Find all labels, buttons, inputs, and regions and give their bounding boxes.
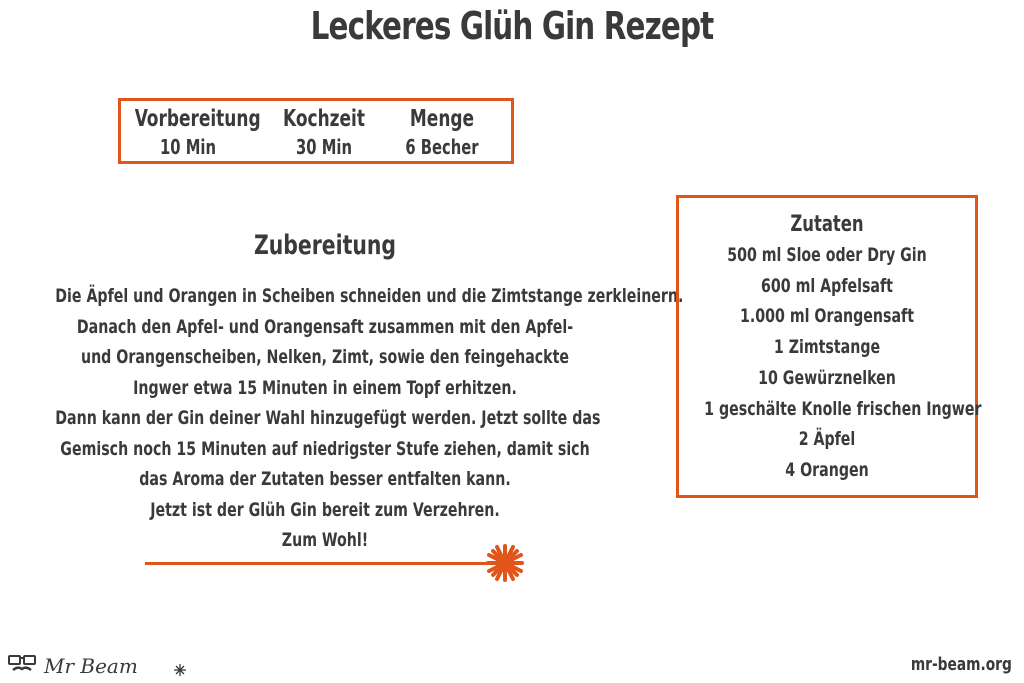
info-value: 6 Becher	[405, 135, 479, 159]
preparation-line: Danach den Apfel- und Orangensaft zusammen mit den Apfel-	[76, 315, 574, 338]
preparation-line: Zum Wohl!	[281, 529, 369, 551]
ingredient-item: 4 Orangen	[785, 458, 869, 481]
info-label: Kochzeit	[283, 106, 365, 132]
preparation-line: das Aroma der Zutaten besser entfalten kann.	[139, 468, 511, 490]
ingredients-box	[676, 195, 982, 498]
preparation-line: Ingwer etwa 15 Minuten in einem Topf erhitzen.	[133, 376, 517, 399]
glasses-mustache-icon	[9, 656, 35, 670]
ingredient-item: 2 Äpfel	[798, 428, 856, 451]
info-label: Vorbereitung	[134, 106, 261, 132]
mr-beam-logo	[8, 652, 198, 680]
info-preparation-time	[134, 105, 261, 161]
preparation-line: und Orangenscheiben, Nelken, Zimt, sowie den feingehackte	[80, 346, 570, 368]
recipe-info-box	[118, 98, 514, 164]
ingredient-item: 1 Zimtstange	[773, 336, 881, 359]
starburst-icon	[486, 544, 524, 582]
preparation-line: Jetzt ist der Glüh Gin bereit zum Verzehren.	[150, 498, 500, 521]
info-value: 30 Min	[296, 135, 352, 159]
page-title: Leckeres Glüh Gin Rezept	[310, 4, 714, 48]
info-servings	[389, 105, 496, 161]
info-label: Menge	[409, 106, 475, 132]
ingredient-item: 1 geschälte Knolle frischen Ingwer	[704, 397, 982, 420]
logo-star-icon	[174, 664, 186, 676]
ingredient-item: 600 ml Apfelsaft	[761, 274, 893, 297]
info-value: 10 Min	[160, 135, 216, 159]
preparation-line: Dann kann der Gin deiner Wahl hinzugefügt werden. Jetzt sollte das	[55, 407, 601, 429]
website-url[interactable]: mr-beam.org	[910, 654, 1012, 675]
ingredient-item: 500 ml Sloe oder Dry Gin	[727, 244, 927, 266]
preparation-line: Gemisch noch 15 Minuten auf niedrigster Stufe ziehen, damit sich	[60, 437, 590, 460]
divider-line	[145, 562, 493, 565]
info-cooking-time	[271, 105, 378, 161]
ingredients-heading: Zutaten	[790, 212, 864, 237]
ingredient-item: 1.000 ml Orangensaft	[740, 305, 914, 328]
logo-text: Mr Beam	[44, 654, 138, 678]
preparation-heading: Zubereitung	[253, 230, 397, 261]
preparation-text	[0, 281, 684, 556]
ingredients-list	[679, 240, 982, 486]
preparation-line: Die Äpfel und Orangen in Scheiben schneiden und die Zimtstange zerkleinern.	[55, 285, 684, 307]
ingredient-item: 10 Gewürznelken	[758, 366, 896, 389]
